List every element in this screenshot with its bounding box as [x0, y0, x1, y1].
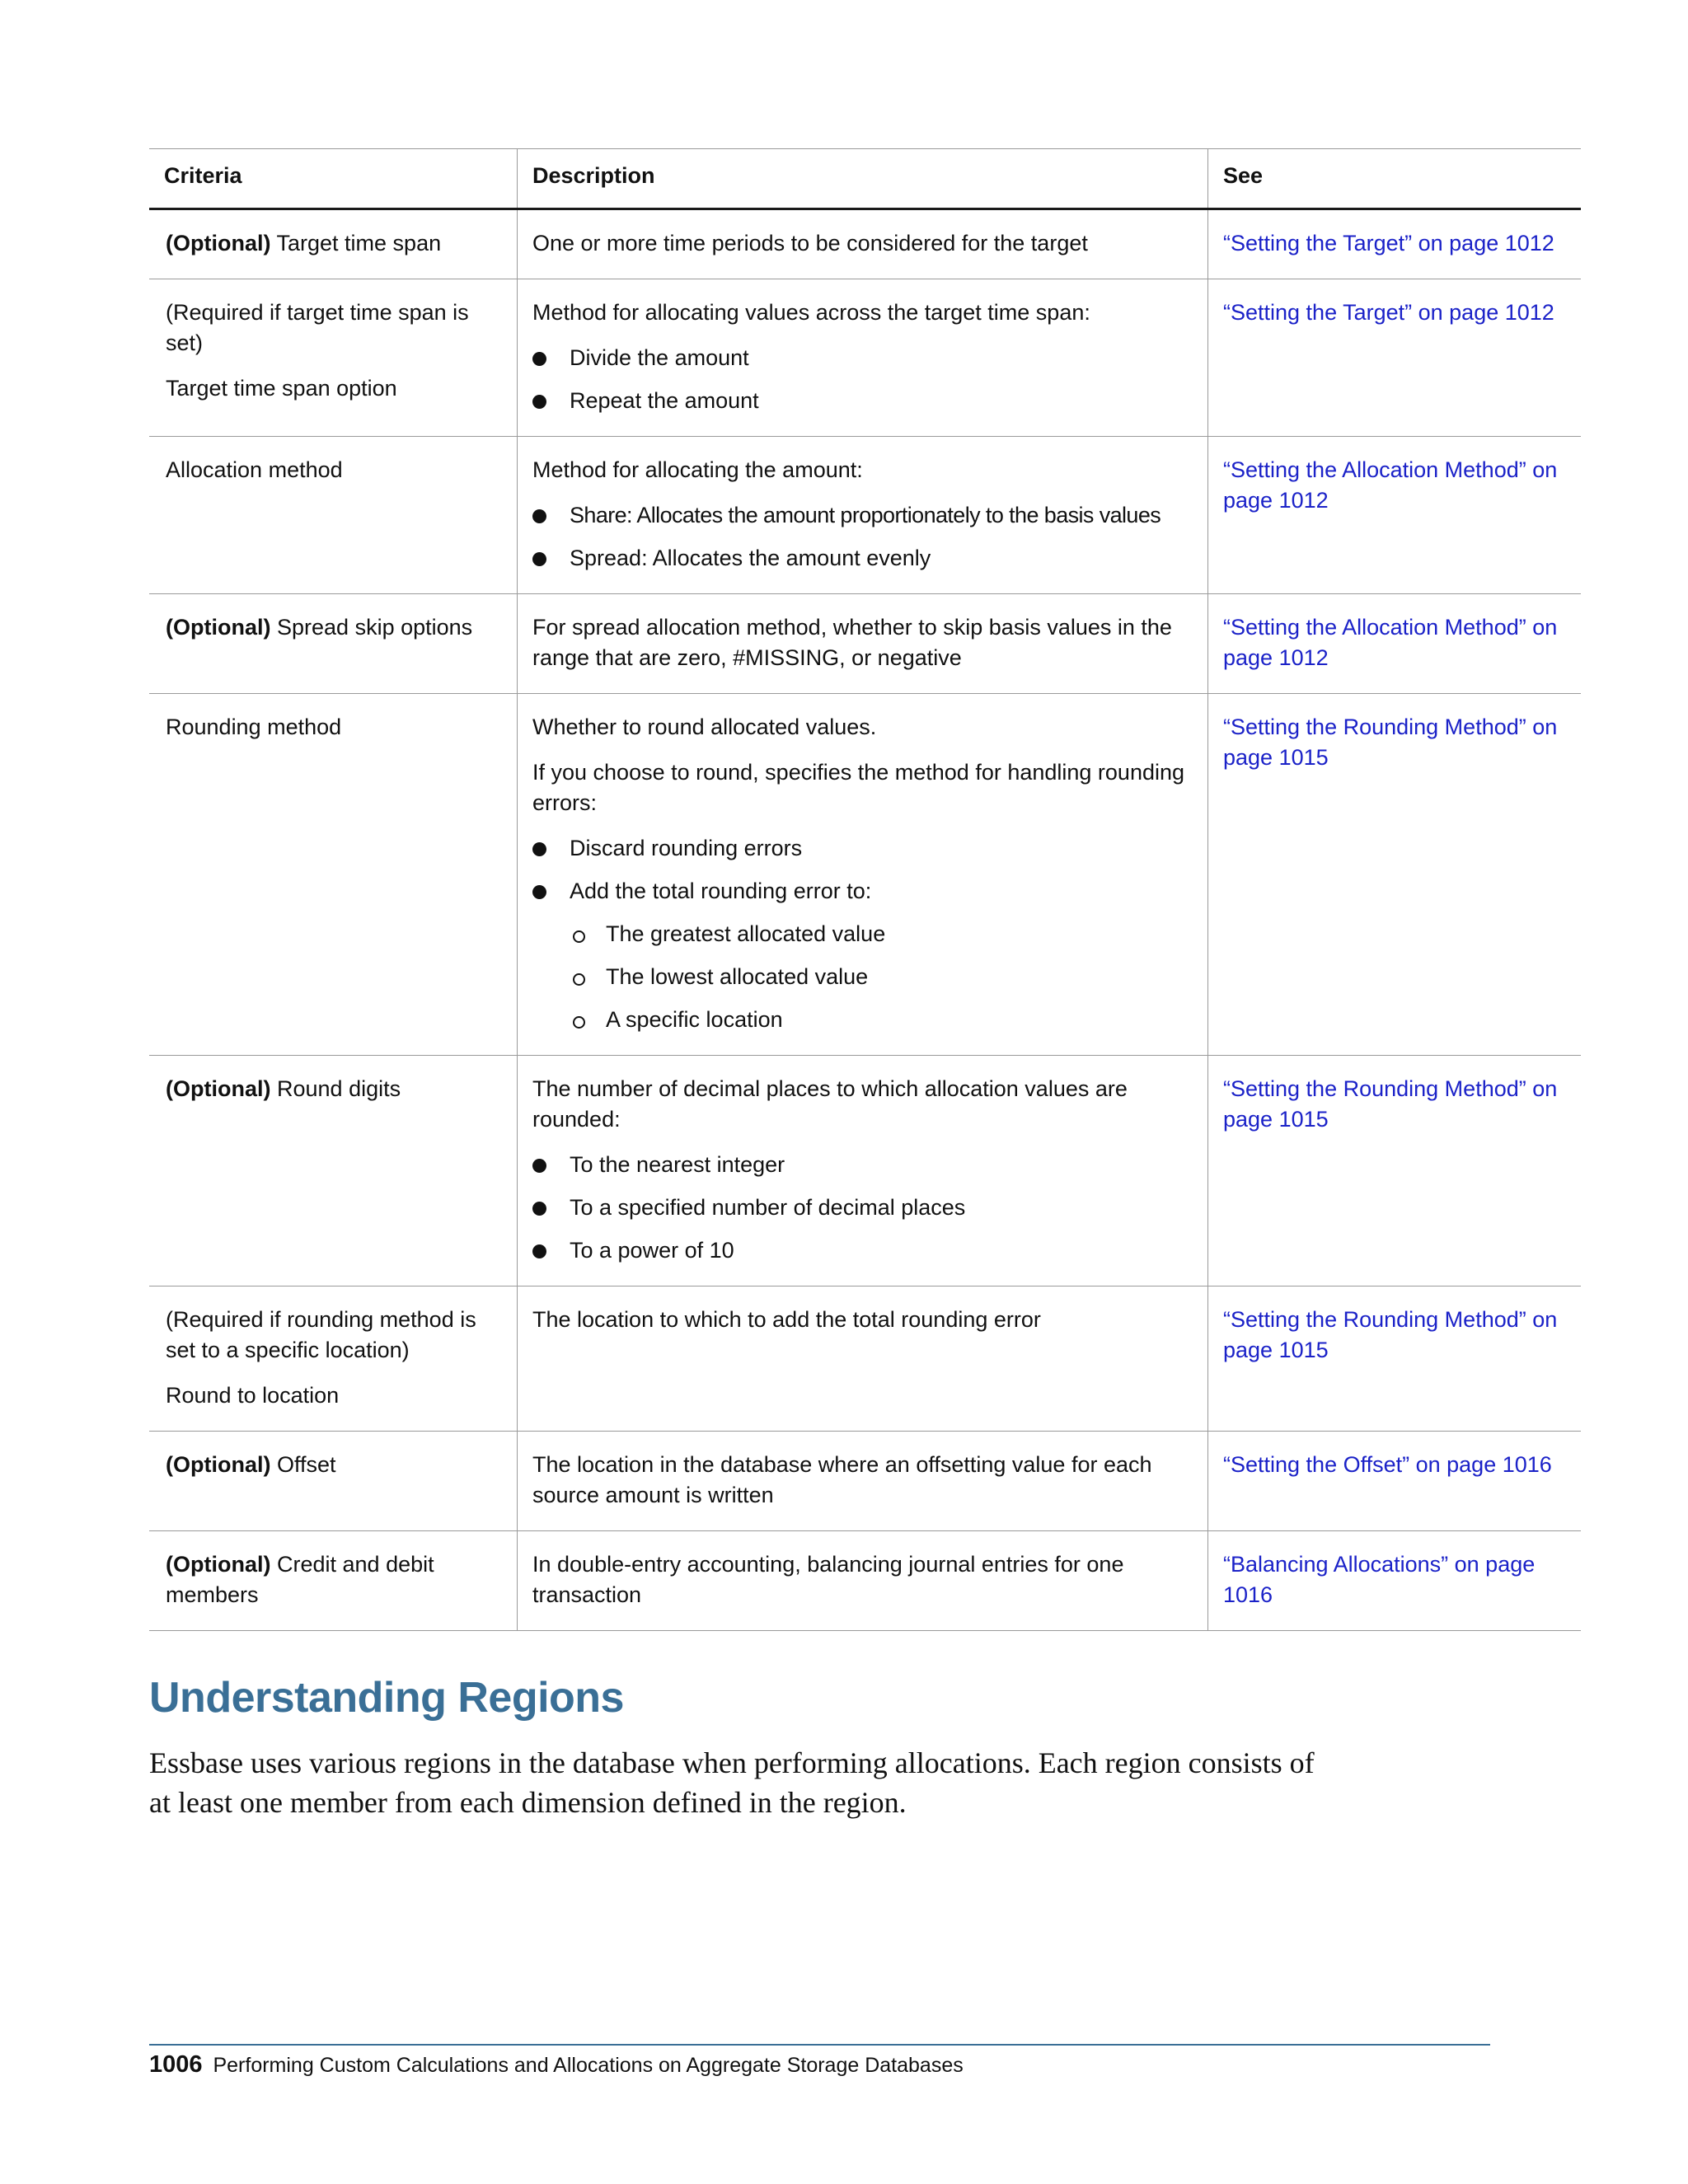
- see-link[interactable]: “Setting the Rounding Method” on page 1015: [1223, 1307, 1558, 1362]
- description-cell: [518, 1531, 1208, 1631]
- optional-label: (Optional): [166, 615, 271, 640]
- see-cell: [1208, 694, 1582, 1056]
- criteria-cell: [149, 1286, 518, 1432]
- list-item-text: Add the total rounding error to:: [570, 879, 872, 903]
- page-footer: [149, 2051, 964, 2079]
- section-heading: Understanding Regions: [149, 1674, 624, 1722]
- table-row: [149, 209, 1581, 279]
- optional-label: (Optional): [166, 231, 271, 255]
- criteria-cell: [149, 1056, 518, 1286]
- criteria-text: Rounding method: [166, 715, 342, 739]
- criteria-text: Target time span: [276, 231, 442, 255]
- description-cell: [518, 209, 1208, 279]
- table-row: [149, 694, 1581, 1056]
- description-text-2: If you choose to round, specifies the method for handling rounding errors:: [532, 760, 1185, 815]
- see-link[interactable]: “Setting the Allocation Method” on page 1012: [1223, 457, 1558, 513]
- description-cell: [518, 437, 1208, 594]
- list-item: [532, 876, 1193, 1035]
- description-cell: [518, 594, 1208, 694]
- criteria-cell: [149, 1531, 518, 1631]
- see-cell: [1208, 279, 1582, 437]
- list-item: Spread: Allocates the amount evenly: [532, 543, 1193, 574]
- see-link[interactable]: “Setting the Target” on page 1012: [1223, 231, 1554, 255]
- table-row: [149, 1531, 1581, 1631]
- description-cell: [518, 1432, 1208, 1531]
- description-text: Whether to round allocated values.: [532, 715, 877, 739]
- criteria-note: (Required if rounding method is set to a specific location): [166, 1307, 476, 1362]
- see-cell: [1208, 437, 1582, 594]
- criteria-text: Round to location: [166, 1383, 340, 1408]
- table-row: [149, 1432, 1581, 1531]
- optional-label: (Optional): [166, 1452, 271, 1477]
- see-link[interactable]: “Setting the Offset” on page 1016: [1223, 1452, 1552, 1477]
- chapter-title: Performing Custom Calculations and Allocations on Aggregate Storage Databases: [213, 2054, 964, 2077]
- criteria-note: (Required if target time span is set): [166, 300, 469, 355]
- criteria-cell: [149, 694, 518, 1056]
- criteria-cell: [149, 1432, 518, 1531]
- description-cell: [518, 1286, 1208, 1432]
- sub-list-item: The lowest allocated value: [570, 962, 1193, 992]
- description-text: Method for allocating the amount:: [532, 457, 863, 482]
- table-header-row: [149, 149, 1581, 209]
- description-text: In double-entry accounting, balancing journal entries for one transaction: [532, 1552, 1124, 1607]
- list-item: To a specified number of decimal places: [532, 1193, 1193, 1223]
- bullet-list: [532, 1150, 1193, 1266]
- see-link[interactable]: “Balancing Allocations” on page 1016: [1223, 1552, 1536, 1607]
- table-row: [149, 1056, 1581, 1286]
- criteria-text: Credit and debit members: [166, 1552, 434, 1607]
- sub-list-item: The greatest allocated value: [570, 919, 1193, 949]
- criteria-text: Round digits: [277, 1076, 401, 1101]
- bullet-list: [532, 343, 1193, 416]
- description-text: The location to which to add the total rounding error: [532, 1307, 1041, 1332]
- optional-label: (Optional): [166, 1076, 271, 1101]
- description-cell: [518, 694, 1208, 1056]
- list-item: To the nearest integer: [532, 1150, 1193, 1180]
- list-item: To a power of 10: [532, 1235, 1193, 1266]
- see-cell: [1208, 209, 1582, 279]
- see-cell: [1208, 1286, 1582, 1432]
- list-item: Repeat the amount: [532, 386, 1193, 416]
- header-description: Description: [518, 149, 1208, 209]
- description-text: Method for allocating values across the target time span:: [532, 300, 1090, 325]
- header-criteria: Criteria: [149, 149, 518, 209]
- description-cell: [518, 279, 1208, 437]
- list-item: Divide the amount: [532, 343, 1193, 373]
- sub-bullet-list: [570, 919, 1193, 1035]
- bullet-list: [532, 833, 1193, 1035]
- see-cell: [1208, 594, 1582, 694]
- criteria-cell: [149, 437, 518, 594]
- list-item: Discard rounding errors: [532, 833, 1193, 864]
- description-text: For spread allocation method, whether to skip basis values in the range that are zero, #MISSING, or negative: [532, 615, 1172, 670]
- see-link[interactable]: “Setting the Target” on page 1012: [1223, 300, 1554, 325]
- criteria-text: Target time span option: [166, 376, 397, 401]
- header-see: See: [1208, 149, 1582, 209]
- description-text: One or more time periods to be considered for the target: [532, 231, 1088, 255]
- table-row: [149, 1286, 1581, 1432]
- footer-divider: [149, 2044, 1490, 2046]
- criteria-text: Offset: [277, 1452, 336, 1477]
- criteria-cell: [149, 209, 518, 279]
- see-cell: [1208, 1531, 1582, 1631]
- description-text: The location in the database where an offsetting value for each source amount is written: [532, 1452, 1152, 1507]
- criteria-text: Spread skip options: [277, 615, 473, 640]
- criteria-table: [149, 148, 1581, 1631]
- description-cell: [518, 1056, 1208, 1286]
- page-number: 1006: [149, 2051, 203, 2078]
- bullet-list: [532, 500, 1193, 574]
- sub-list-item: A specific location: [570, 1005, 1193, 1035]
- list-item: Share: Allocates the amount proportionately to the basis values: [532, 500, 1193, 531]
- see-link[interactable]: “Setting the Rounding Method” on page 1015: [1223, 715, 1558, 770]
- table-row: [149, 279, 1581, 437]
- criteria-text: Allocation method: [166, 457, 343, 482]
- table-row: [149, 437, 1581, 594]
- section-body-text: Essbase uses various regions in the database when performing allocations. Each region consists of at least one member from each dimension defined in the region.: [149, 1746, 1315, 1819]
- criteria-cell: [149, 594, 518, 694]
- see-link[interactable]: “Setting the Allocation Method” on page 1012: [1223, 615, 1558, 670]
- description-text: The number of decimal places to which allocation values are rounded:: [532, 1076, 1128, 1132]
- see-cell: [1208, 1056, 1582, 1286]
- see-cell: [1208, 1432, 1582, 1531]
- see-link[interactable]: “Setting the Rounding Method” on page 1015: [1223, 1076, 1558, 1132]
- table-row: [149, 594, 1581, 694]
- optional-label: (Optional): [166, 1552, 271, 1577]
- criteria-cell: [149, 279, 518, 437]
